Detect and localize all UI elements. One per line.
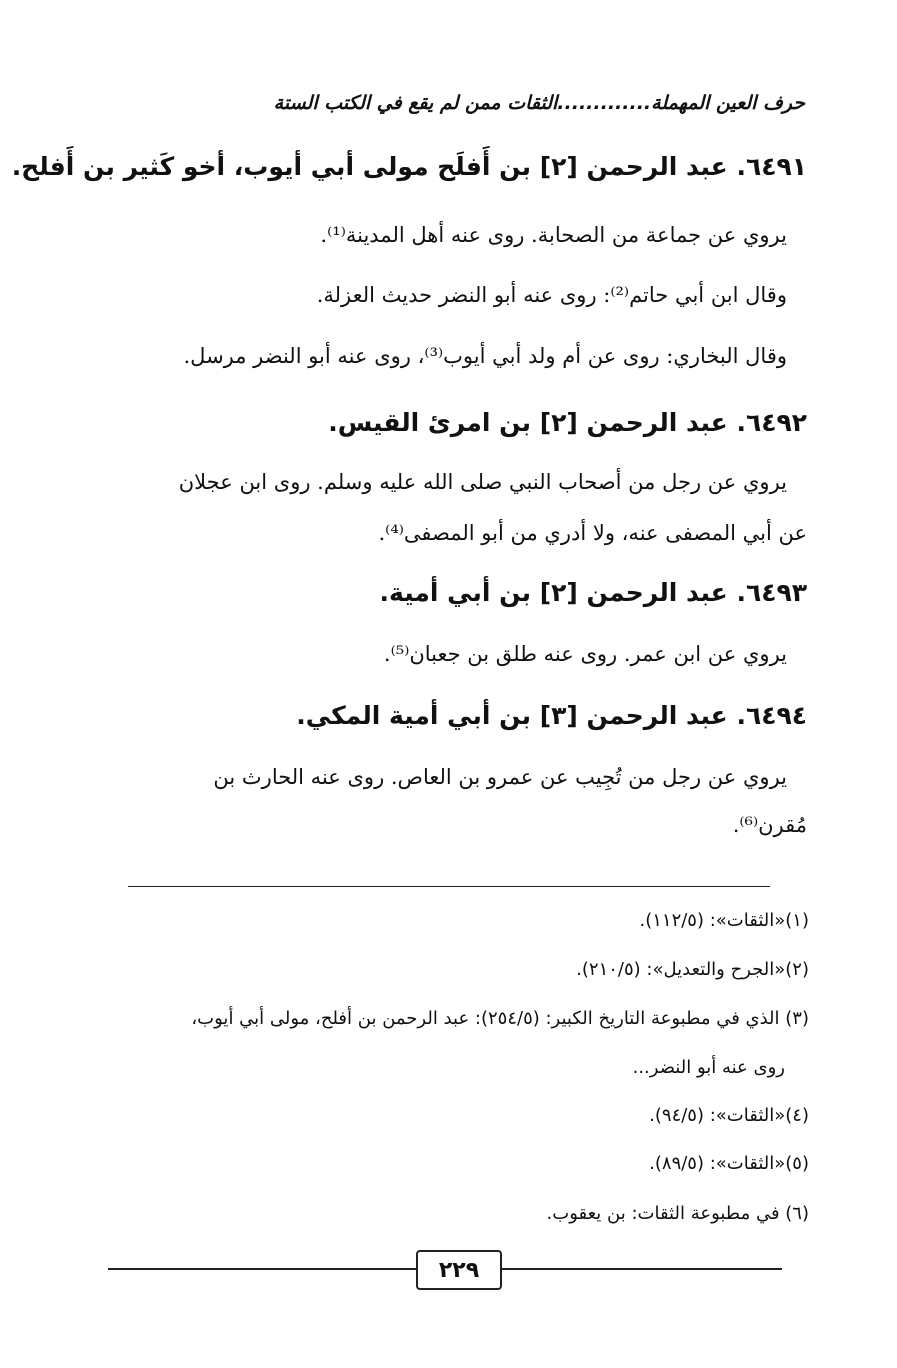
footnote-3: (٣) الذي في مطبوعة التاريخ الكبير: (٢٥٤/٥): عبد الرحمن بن أفلح، مولى أبي أيوب، [191, 1008, 809, 1029]
footnote-1: (١)«الثقات»: (١١٢/٥). [639, 910, 809, 931]
entry-6492-para-2: عن أبي المصفى عنه، ولا أدري من أبو المصفى⁽⁴⁾. [378, 521, 807, 545]
footnote-5: (٥)«الثقات»: (٨٩/٥). [649, 1153, 809, 1174]
entry-6491-para-3: وقال البخاري: روى عن أم ولد أبي أيوب⁽³⁾، روى عنه أبو النضر مرسل. [183, 344, 787, 368]
footer-rule-left [108, 1268, 416, 1270]
page-number: ٢٢٩ [416, 1250, 502, 1290]
entry-6494-para-2: مُقرن⁽⁶⁾. [732, 813, 807, 837]
entry-title-6492: ٦٤٩٢. عبد الرحمن [٢] بن امرئ القيس. [328, 408, 807, 437]
footnote-3-continued: روى عنه أبو النضر... [632, 1057, 785, 1078]
footnote-6: (٦) في مطبوعة الثقات: بن يعقوب. [546, 1203, 809, 1224]
footer-rule-right [498, 1268, 782, 1270]
entry-6491-para-1: يروي عن جماعة من الصحابة. روى عنه أهل المدينة⁽¹⁾. [320, 223, 787, 247]
entry-title-6494: ٦٤٩٤. عبد الرحمن [٣] بن أبي أمية المكي. [296, 701, 807, 730]
footnote-4: (٤)«الثقات»: (٩٤/٥). [649, 1105, 809, 1126]
entry-6493-para-1: يروي عن ابن عمر. روى عنه طلق بن جعبان⁽⁵⁾. [383, 642, 787, 666]
entry-title-6493: ٦٤٩٣. عبد الرحمن [٢] بن أبي أمية. [379, 578, 807, 607]
entry-title-6491: ٦٤٩١. عبد الرحمن [٢] بن أَفلَح مولى أبي أيوب، أخو كَثير بن أَفلح. [11, 152, 807, 181]
footnote-2: (٢)«الجرح والتعديل»: (٢١٠/٥). [576, 959, 809, 980]
entry-6491-para-2: وقال ابن أبي حاتم⁽²⁾: روى عنه أبو النضر حديث العزلة. [316, 283, 787, 307]
running-header: حرف العين المهملة.............الثقات ممن لم يقع في الكتب الستة [273, 92, 805, 114]
entry-6494-para-1: يروي عن رجل من تُجِيب عن عمرو بن العاص. روى عنه الحارث بن [213, 765, 787, 789]
entry-6492-para-1: يروي عن رجل من أصحاب النبي صلى الله عليه وسلم. روى ابن عجلان [178, 470, 787, 494]
footnote-separator [128, 886, 770, 887]
